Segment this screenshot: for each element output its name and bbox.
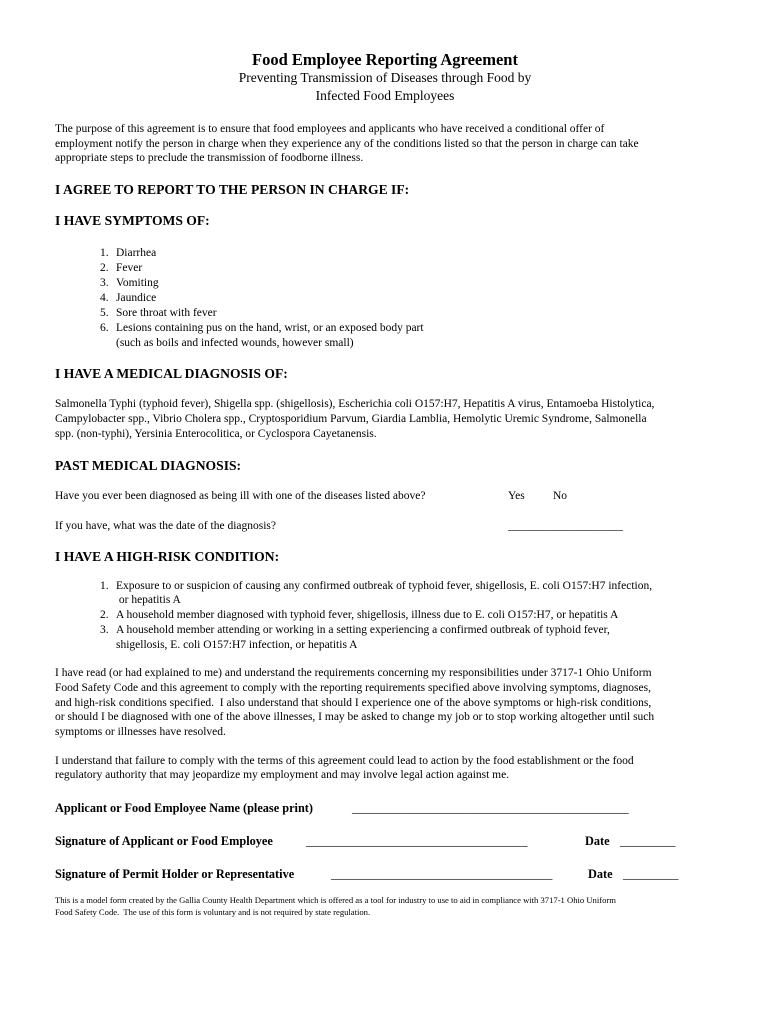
document-page — [55, 46, 715, 918]
past-diagnosis-heading: PAST MEDICAL DIAGNOSIS: — [55, 457, 242, 473]
symptom-text-continued: (such as boils and infected wounds, however small) — [116, 336, 354, 349]
understand-line: or should I be diagnosed with one of the above illnesses, I may be asked to change my job or to stop working altogether until such — [55, 711, 655, 724]
understand-paragraph — [55, 666, 715, 740]
symptom-item — [55, 261, 715, 276]
high-risk-number: 1. — [100, 579, 109, 592]
symptom-text: Vomiting — [116, 276, 159, 289]
high-risk-heading: I HAVE A HIGH-RISK CONDITION: — [55, 548, 280, 564]
high-risk-item — [55, 579, 715, 609]
purpose-paragraph — [55, 122, 715, 166]
past-diagnosis-date-question: If you have, what was the date of the diagnosis? — [55, 519, 276, 532]
symptom-number: 4. — [100, 291, 109, 304]
symptom-number: 5. — [100, 306, 109, 319]
applicant-signature-row — [55, 834, 715, 849]
past-diagnosis-question: Have you ever been diagnosed as being ill with one of the diseases listed above? — [55, 489, 426, 502]
permit-holder-signature-row — [55, 867, 715, 882]
past-diagnosis-date-row — [55, 519, 715, 533]
high-risk-text-continued: or hepatitis A — [116, 594, 181, 607]
diagnosis-paragraph — [55, 397, 715, 441]
permit-holder-date-field[interactable]: _________ — [623, 867, 679, 882]
applicant-signature-field[interactable]: ____________________________________ — [306, 834, 528, 849]
applicant-signature-label: Signature of Applicant or Food Employee — [55, 834, 273, 849]
symptom-text: Sore throat with fever — [116, 306, 217, 319]
symptom-text: Lesions containing pus on the hand, wrist, or an exposed body part — [116, 321, 424, 334]
understand-line: and high-risk conditions specified. I also understand that should I experience one of the above symptoms or high-risk conditions, — [55, 696, 652, 709]
symptom-item — [55, 306, 715, 321]
high-risk-list — [55, 579, 715, 654]
applicant-date-field[interactable]: _________ — [620, 834, 676, 849]
document-subtitle-line-1: Preventing Transmission of Diseases through Food by — [238, 70, 532, 85]
symptoms-heading: I HAVE SYMPTOMS OF: — [55, 213, 210, 229]
diagnosis-line: spp. (non-typhi), Yersinia Enterocolitica, or Cyclospora Cayetanensis. — [55, 427, 377, 440]
symptom-number: 3. — [100, 276, 109, 289]
footnote — [55, 895, 715, 918]
high-risk-item — [55, 623, 715, 653]
symptom-number: 2. — [100, 262, 109, 275]
diagnosis-date-field[interactable]: ____________________ — [508, 519, 623, 532]
high-risk-text-continued: shigellosis, E. coli O157:H7 infection, or hepatitis A — [116, 639, 358, 652]
diagnosis-line: Salmonella Typhi (typhoid fever), Shigella spp. (shigellosis), Escherichia coli O157:H7, Hepatitis A virus, Entamoeba Histolytica, — [55, 398, 655, 411]
symptom-number: 6. — [100, 321, 109, 334]
purpose-line: appropriate steps to preclude the transmission of foodborne illness. — [55, 152, 364, 165]
understand-line: symptoms or illnesses have resolved. — [55, 725, 226, 738]
permit-holder-signature-field[interactable]: ____________________________________ — [331, 867, 553, 882]
symptom-item — [55, 276, 715, 291]
high-risk-text: A household member diagnosed with typhoid fever, shigellosis, illness due to E. coli O157:H7, or hepatitis A — [116, 609, 619, 622]
symptom-text: Diarrhea — [116, 247, 157, 260]
symptom-item — [55, 291, 715, 306]
diagnosis-line: Campylobacter spp., Vibrio Cholera spp., Cryptosporidium Parvum, Giardia Lamblia, Hemolytic Uremic Syndrome, Salmonella — [55, 413, 647, 426]
document-subtitle-line-2: Infected Food Employees — [315, 88, 455, 103]
high-risk-item — [55, 608, 715, 623]
symptom-text: Fever — [116, 262, 143, 275]
symptom-item — [55, 321, 715, 351]
document-title: Food Employee Reporting Agreement — [252, 50, 518, 69]
symptom-item — [55, 246, 715, 261]
symptom-text: Jaundice — [116, 291, 157, 304]
footnote-line: Food Safety Code. The use of this form is voluntary and is not required by state regulation. — [55, 906, 371, 917]
purpose-line: The purpose of this agreement is to ensure that food employees and applicants who have received a conditional offer of — [55, 123, 605, 135]
applicant-date-label: Date — [585, 834, 610, 849]
high-risk-text: A household member attending or working in a setting experiencing a confirmed outbreak of typhoid fever, — [116, 624, 610, 637]
understand-line: Food Safety Code and this agreement to comply with the reporting requirements specified above involving symptoms, diagnoses, — [55, 681, 651, 694]
no-option[interactable]: No — [553, 489, 568, 502]
employee-name-field[interactable]: _____________________________________________ — [352, 801, 629, 816]
diagnosis-heading: I HAVE A MEDICAL DIAGNOSIS OF: — [55, 366, 288, 382]
permit-holder-signature-label: Signature of Permit Holder or Representative — [55, 867, 295, 882]
failure-paragraph — [55, 754, 715, 783]
permit-holder-date-label: Date — [588, 867, 613, 882]
purpose-line: employment notify the person in charge when they experience any of the conditions listed so that the person in charge can take — [55, 137, 639, 150]
failure-line: I understand that failure to comply with the terms of this agreement could lead to action by the food establishment or the food — [55, 754, 634, 767]
understand-line: I have read (or had explained to me) and understand the requirements concerning my responsibilities under 3717-1 Ohio Uniform — [55, 667, 652, 680]
footnote-line: This is a model form created by the Gallia County Health Department which is offered as a tool for industry to use to aid in compliance with 3717-1 Ohio Uniform — [55, 895, 616, 906]
high-risk-number: 3. — [100, 624, 109, 637]
agree-heading: I AGREE TO REPORT TO THE PERSON IN CHARGE IF: — [55, 182, 410, 198]
symptoms-list — [55, 246, 715, 350]
failure-line: regulatory authority that may jeopardize my employment and may involve legal action against me. — [55, 769, 510, 782]
high-risk-number: 2. — [100, 609, 109, 622]
symptom-number: 1. — [100, 247, 109, 260]
high-risk-text: Exposure to or suspicion of causing any confirmed outbreak of typhoid fever, shigellosis, E. coli O157:H7 infection, — [116, 579, 653, 592]
yes-option[interactable]: Yes — [508, 489, 525, 502]
employee-name-label: Applicant or Food Employee Name (please print) — [55, 801, 313, 816]
past-diagnosis-question-row — [55, 489, 715, 503]
employee-name-row — [55, 801, 715, 816]
